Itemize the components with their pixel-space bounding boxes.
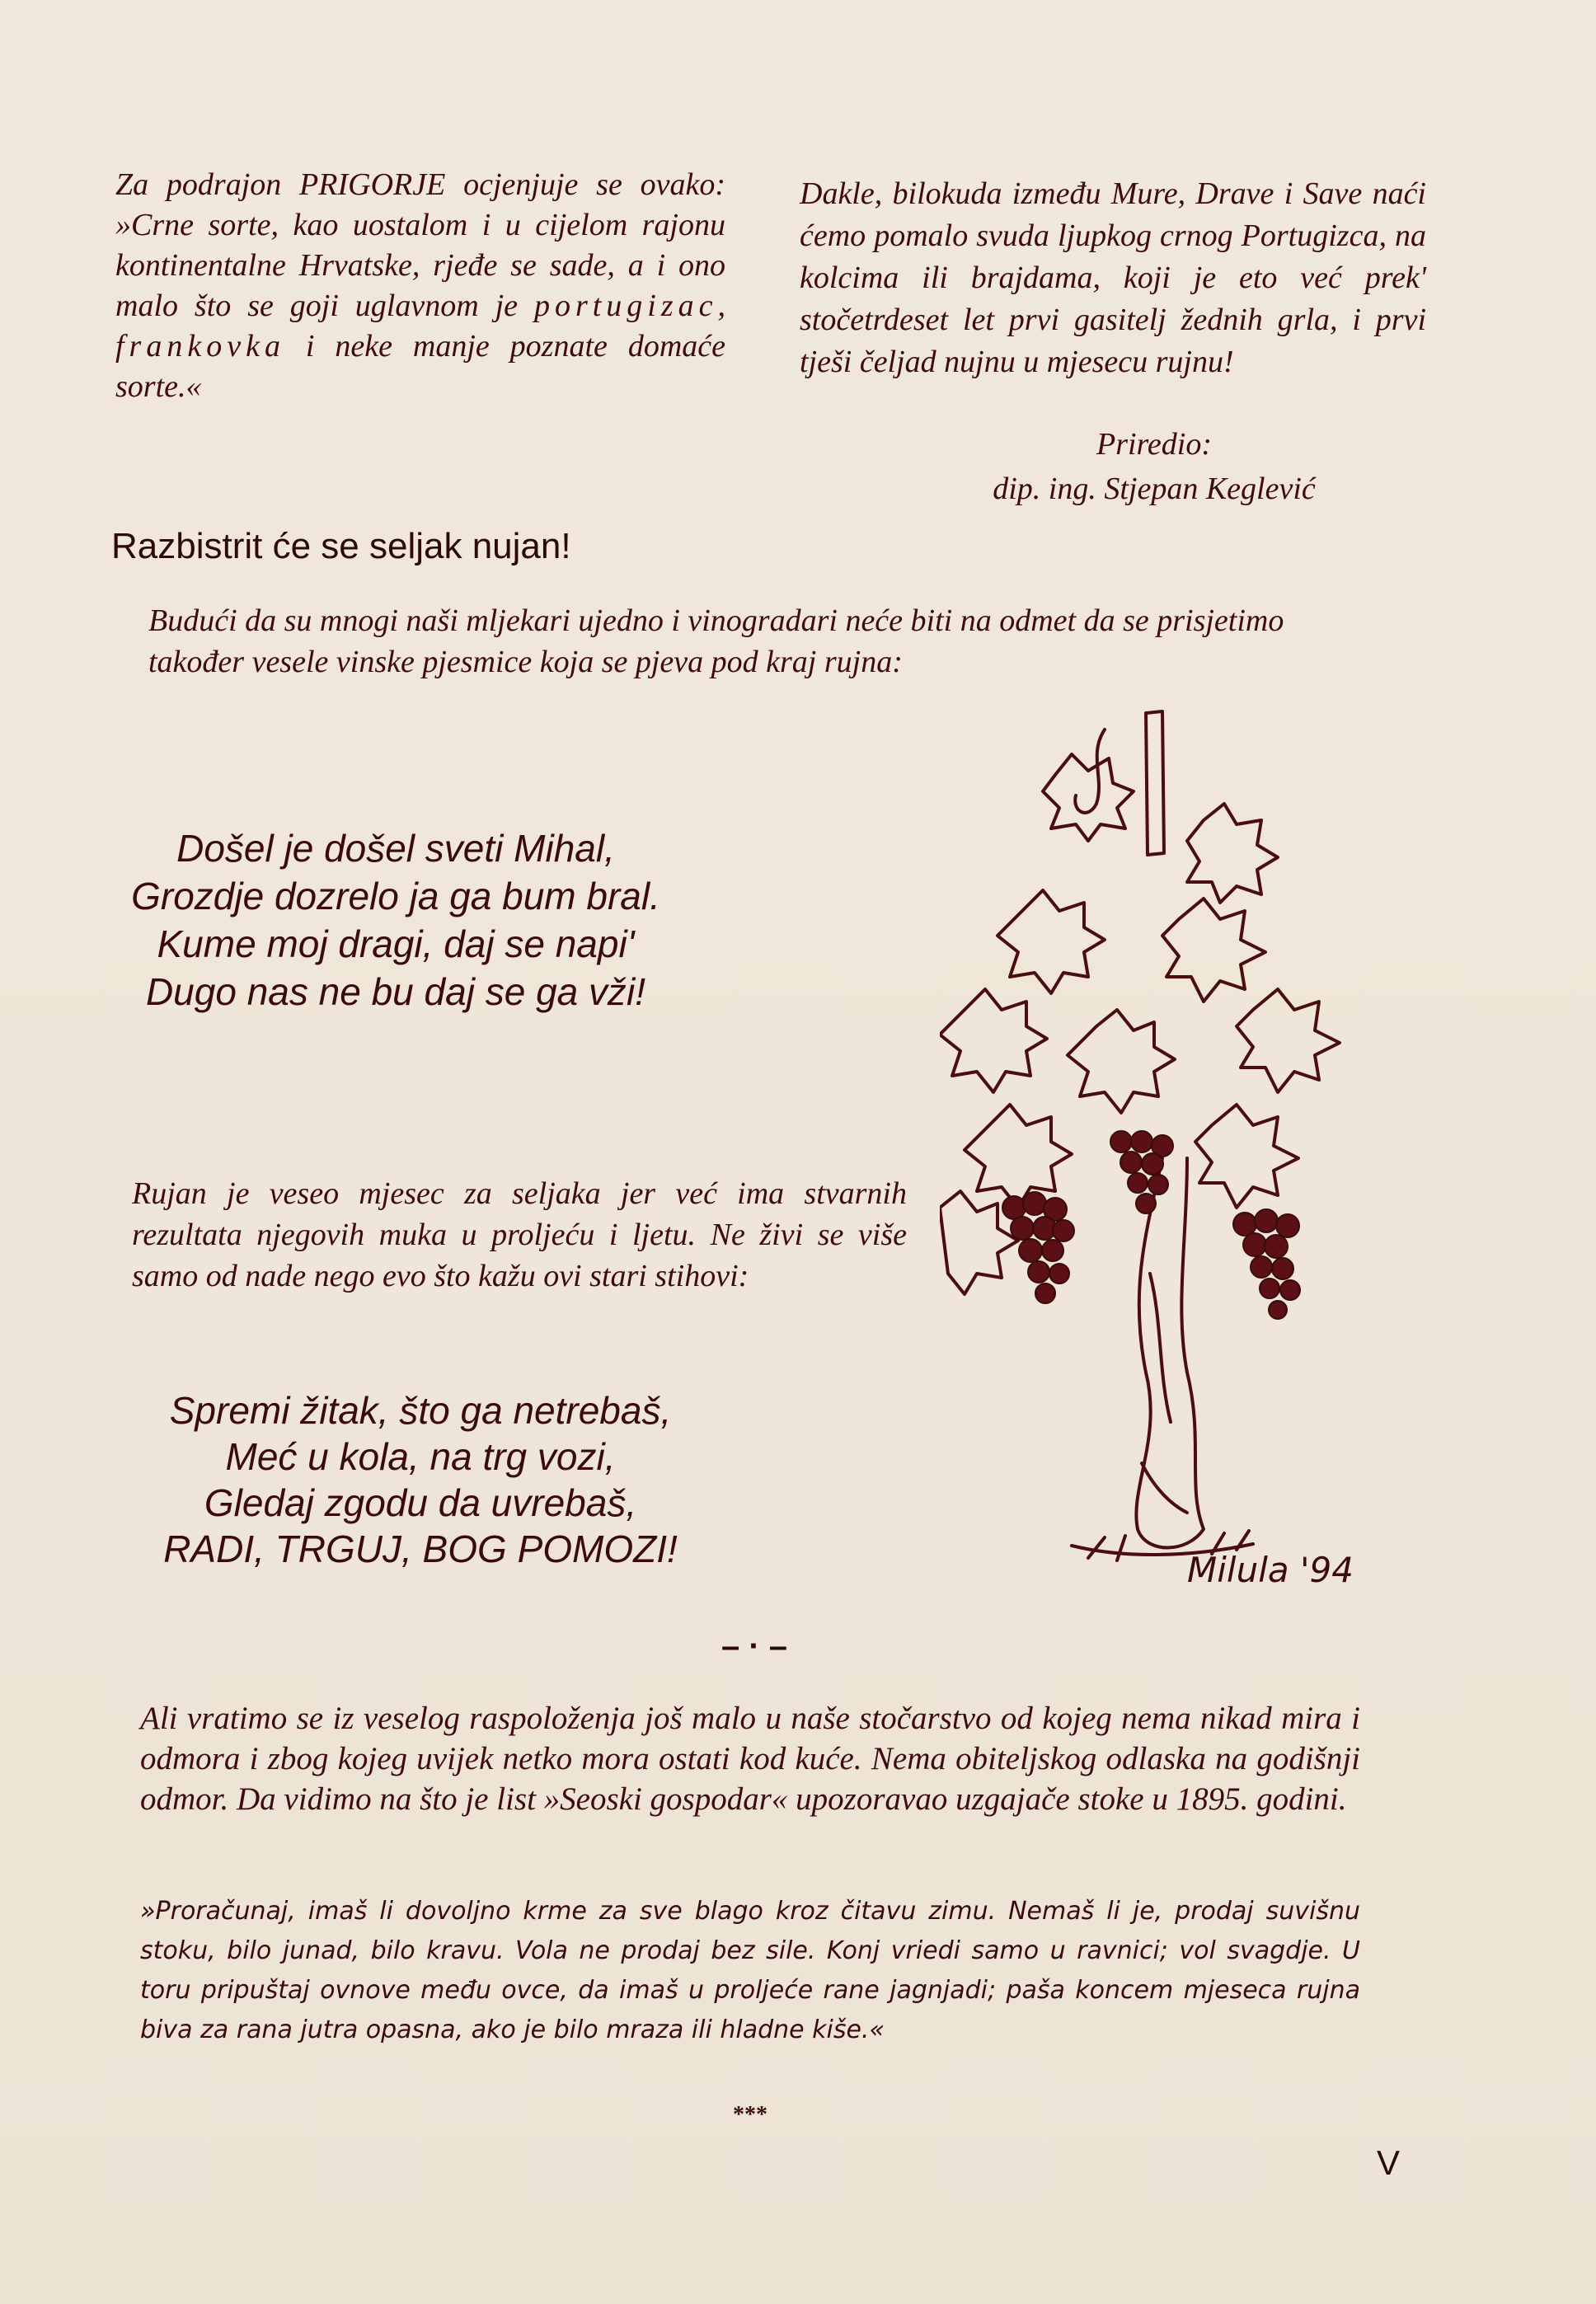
livestock-paragraph: Ali vratimo se iz veselog raspoloženja još malo u naše stočarstvo od kojeg nema nikad mira i odmora i zbog kojeg uvijek netko mora ostati kod kuće. Nema obiteljskog odlaska na godišnji odmor. Da vidimo na što je list »Seoski gospodar« upozoravao uzgajače stoke u 1895. godini.	[140, 1701, 1360, 1817]
poem-line: Grozdje dozrelo ja ga bum bral.	[131, 875, 660, 917]
poem-line: Došel je došel sveti Mihal,	[176, 827, 615, 870]
author-credit	[907, 422, 1401, 511]
section-heading: Razbistrit će se seljak nujan!	[111, 526, 571, 566]
rujan-paragraph: Rujan je veseo mjesec za seljaka jer već ima stvarnih rezultata njegovih muka u proljeću i ljetu. Ne živi se više samo od nade nego evo što kažu ovi stari stihovi:	[132, 1176, 907, 1293]
page-number: V	[1377, 2143, 1401, 2182]
poem-spremi	[107, 1387, 734, 1572]
poem-line: RADI, TRGUJ, BOG POMOZI!	[163, 1527, 678, 1570]
right-column-paragraph: Dakle, bilokuda između Mure, Drave i Save naći ćemo pomalo svuda ljupkog crnog Portugizca, na kolcima ili brajdama, koji je eto već prek' stočetrdeset let prvi gasitelj žednih grla, i prvi tješi čeljad nujnu u mjesecu rujnu!	[800, 176, 1426, 379]
left-text-before: Za podrajon PRIGORJE ocjenjuje se ovako: »Crne sorte, kao uostalom i u cijelom rajonu kontinentalne Hrvatske, rjeđe se sade, a i ono malo što se goji uglavnom je	[115, 167, 725, 323]
credit-label: Priredio:	[1096, 427, 1212, 462]
left-text-after: i neke manje poznate domaće sorte.«	[115, 329, 725, 404]
poem-line: Dugo nas ne bu daj se ga vži!	[145, 970, 646, 1013]
poem-mihal	[99, 824, 692, 1016]
intro-paragraph: Budući da su mnogi naši mljekari ujedno i vinogradari neće biti na odmet da se prisjetimo također vesele vinske pjesmice koja se pjeva pod kraj rujna:	[148, 603, 1284, 679]
end-marker: ***	[733, 2102, 767, 2128]
variety-portugizac: portugizac	[533, 289, 718, 323]
left-text-between: ,	[717, 289, 725, 323]
poem-line: Kume moj dragi, daj se napi'	[157, 922, 635, 965]
poem-line: Meć u kola, na trg vozi,	[225, 1435, 616, 1478]
variety-frankovka: frankovka	[115, 329, 285, 364]
grapevine-illustration	[940, 697, 1368, 1628]
poem-line: Spremi žitak, što ga netrebaš,	[169, 1389, 672, 1432]
artist-signature: Milula '94	[1187, 1550, 1354, 1590]
poem-line: Gledaj zgodu da uvrebaš,	[204, 1481, 637, 1524]
left-column-paragraph	[115, 165, 725, 407]
credit-name: dip. ing. Stjepan Keglević	[993, 472, 1316, 506]
historic-quote: »Proračunaj, imaš li dovoljno krme za sve blago kroz čitavu zimu. Nemaš li je, prodaj suvišnu stoku, bilo junad, bilo kravu. Vola ne prodaj bez sile. Konj vriedi samo u ravnici; vol svagdje. U toru pripuštaj ovnove među ovce, da imaš u proljeće rane jagnjadi; paša koncem mjeseca rujna biva za rana jutra opasna, ako je bilo mraza ili hladne kiše.«	[140, 1897, 1360, 2044]
section-divider: – · –	[721, 1628, 788, 1664]
